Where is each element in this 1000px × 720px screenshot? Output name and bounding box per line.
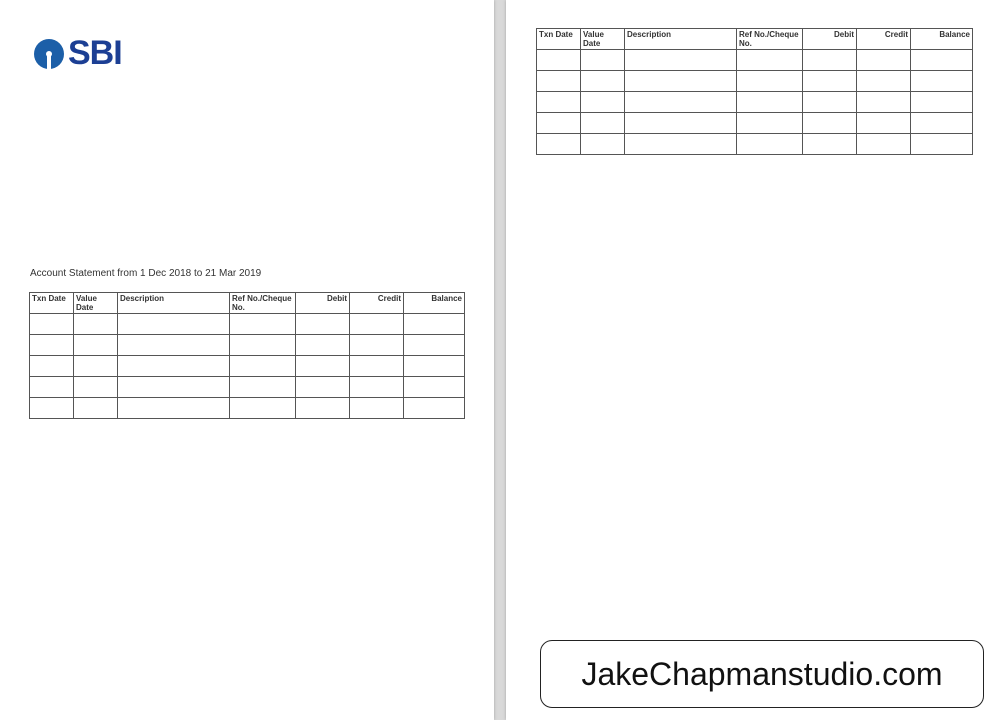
account-detail-separator xyxy=(116,136,126,147)
col-value-date: Value Date xyxy=(581,29,625,50)
cell-ref-no xyxy=(737,113,803,134)
account-detail-label xyxy=(30,182,116,193)
account-detail-value xyxy=(126,193,460,204)
cell-ref-no xyxy=(230,377,296,398)
cell-balance xyxy=(911,50,973,71)
cell-description xyxy=(625,92,737,113)
account-detail-label xyxy=(30,193,116,204)
cell-txn-date xyxy=(537,134,581,155)
cell-description xyxy=(625,134,737,155)
table-row xyxy=(30,314,465,335)
account-detail-separator xyxy=(116,148,126,159)
cell-ref-no xyxy=(737,71,803,92)
table-row xyxy=(537,113,973,134)
account-detail-separator xyxy=(116,216,126,227)
account-detail-label xyxy=(30,227,116,238)
cell-txn-date xyxy=(30,356,74,377)
cell-balance xyxy=(404,398,465,419)
cell-txn-date xyxy=(537,50,581,71)
cell-value-date xyxy=(74,314,118,335)
account-detail-row xyxy=(30,193,460,204)
statement-title: Account Statement from 1 Dec 2018 to 21 Mar 2019 xyxy=(30,268,262,279)
account-detail-value xyxy=(126,103,460,114)
col-balance: Balance xyxy=(404,293,465,314)
account-detail-label xyxy=(30,216,116,227)
account-detail-label xyxy=(30,80,116,91)
account-detail-row xyxy=(30,170,460,181)
account-detail-row xyxy=(30,103,460,114)
statement-table-continued xyxy=(536,28,973,155)
cell-debit xyxy=(296,314,350,335)
cell-debit xyxy=(296,356,350,377)
cell-value-date xyxy=(74,356,118,377)
account-detail-label xyxy=(30,125,116,136)
table-row xyxy=(537,71,973,92)
account-detail-separator xyxy=(116,170,126,181)
cell-balance xyxy=(911,92,973,113)
account-detail-label xyxy=(30,114,116,125)
account-detail-separator xyxy=(116,182,126,193)
cell-balance xyxy=(911,134,973,155)
cell-value-date xyxy=(581,92,625,113)
table-row xyxy=(537,50,973,71)
statement-page-1 xyxy=(0,0,494,720)
account-detail-row xyxy=(30,91,460,102)
account-detail-value xyxy=(126,114,460,125)
table-row xyxy=(30,398,465,419)
account-detail-separator xyxy=(116,159,126,170)
table-header-row xyxy=(537,29,973,50)
cell-debit xyxy=(803,71,857,92)
cell-debit xyxy=(296,335,350,356)
cell-ref-no xyxy=(230,356,296,377)
cell-description xyxy=(118,356,230,377)
account-detail-label xyxy=(30,159,116,170)
account-detail-row xyxy=(30,80,460,91)
col-balance: Balance xyxy=(911,29,973,50)
account-detail-value xyxy=(126,204,460,215)
col-description: Description xyxy=(118,293,230,314)
table-header-row xyxy=(30,293,465,314)
account-detail-label xyxy=(30,136,116,147)
table-row xyxy=(30,335,465,356)
cell-value-date xyxy=(74,398,118,419)
cell-ref-no xyxy=(737,134,803,155)
cell-txn-date xyxy=(537,92,581,113)
account-detail-separator xyxy=(116,114,126,125)
table-row xyxy=(30,377,465,398)
cell-ref-no xyxy=(230,314,296,335)
cell-credit xyxy=(857,134,911,155)
cell-balance xyxy=(404,377,465,398)
account-detail-label xyxy=(30,170,116,181)
cell-credit xyxy=(857,113,911,134)
account-detail-value xyxy=(126,148,460,159)
col-debit: Debit xyxy=(296,293,350,314)
account-detail-separator xyxy=(116,193,126,204)
cell-txn-date xyxy=(30,314,74,335)
account-detail-label xyxy=(30,103,116,114)
cell-txn-date xyxy=(537,71,581,92)
cell-description xyxy=(118,398,230,419)
table-row xyxy=(537,134,973,155)
cell-debit xyxy=(803,50,857,71)
account-detail-value xyxy=(126,227,460,238)
cell-ref-no xyxy=(737,50,803,71)
cell-value-date xyxy=(581,134,625,155)
cell-value-date xyxy=(74,335,118,356)
account-detail-separator xyxy=(116,227,126,238)
cell-description xyxy=(118,377,230,398)
col-description: Description xyxy=(625,29,737,50)
cell-ref-no xyxy=(230,335,296,356)
col-txn-date: Txn Date xyxy=(30,293,74,314)
cell-description xyxy=(118,335,230,356)
cell-balance xyxy=(404,335,465,356)
account-detail-row xyxy=(30,114,460,125)
cell-credit xyxy=(350,398,404,419)
cell-ref-no xyxy=(737,92,803,113)
account-detail-separator xyxy=(116,204,126,215)
cell-debit xyxy=(296,398,350,419)
account-details xyxy=(30,80,460,238)
account-detail-value xyxy=(126,91,460,102)
cell-balance xyxy=(404,356,465,377)
cell-debit xyxy=(803,92,857,113)
col-credit: Credit xyxy=(350,293,404,314)
cell-description xyxy=(118,314,230,335)
cell-debit xyxy=(296,377,350,398)
cell-credit xyxy=(350,377,404,398)
account-detail-label xyxy=(30,91,116,102)
cell-credit xyxy=(350,314,404,335)
cell-txn-date xyxy=(30,377,74,398)
cell-balance xyxy=(404,314,465,335)
col-ref-no: Ref No./Cheque No. xyxy=(737,29,803,50)
cell-value-date xyxy=(581,113,625,134)
account-detail-separator xyxy=(116,80,126,91)
cell-description xyxy=(625,71,737,92)
cell-description xyxy=(625,113,737,134)
account-detail-value xyxy=(126,182,460,193)
account-detail-value xyxy=(126,159,460,170)
account-detail-row xyxy=(30,159,460,170)
bank-logo xyxy=(34,34,122,73)
account-detail-value xyxy=(126,216,460,227)
account-detail-row xyxy=(30,216,460,227)
account-detail-value xyxy=(126,125,460,136)
statement-page-2 xyxy=(506,0,1000,720)
account-detail-row xyxy=(30,227,460,238)
cell-credit xyxy=(857,92,911,113)
cell-credit xyxy=(857,50,911,71)
account-detail-separator xyxy=(116,91,126,102)
col-value-date: Value Date xyxy=(74,293,118,314)
col-debit: Debit xyxy=(803,29,857,50)
cell-txn-date xyxy=(537,113,581,134)
cell-txn-date xyxy=(30,398,74,419)
cell-debit xyxy=(803,134,857,155)
table-row xyxy=(30,356,465,377)
cell-balance xyxy=(911,71,973,92)
account-detail-row xyxy=(30,125,460,136)
account-detail-separator xyxy=(116,103,126,114)
account-detail-row xyxy=(30,136,460,147)
cell-value-date xyxy=(581,71,625,92)
cell-ref-no xyxy=(230,398,296,419)
cell-debit xyxy=(803,113,857,134)
sbi-logo-icon xyxy=(34,39,64,69)
bank-logo-text: SBI xyxy=(68,34,122,72)
statement-table xyxy=(29,292,465,419)
account-detail-separator xyxy=(116,125,126,136)
account-detail-value xyxy=(126,136,460,147)
table-row xyxy=(537,92,973,113)
account-detail-value xyxy=(126,80,460,91)
account-detail-value xyxy=(126,170,460,181)
cell-balance xyxy=(911,113,973,134)
col-credit: Credit xyxy=(857,29,911,50)
account-detail-label xyxy=(30,148,116,159)
cell-credit xyxy=(857,71,911,92)
cell-txn-date xyxy=(30,335,74,356)
col-ref-no: Ref No./Cheque No. xyxy=(230,293,296,314)
account-detail-label xyxy=(30,204,116,215)
cell-value-date xyxy=(74,377,118,398)
cell-value-date xyxy=(581,50,625,71)
account-detail-row xyxy=(30,182,460,193)
account-detail-row xyxy=(30,148,460,159)
cell-description xyxy=(625,50,737,71)
cell-credit xyxy=(350,335,404,356)
col-txn-date: Txn Date xyxy=(537,29,581,50)
account-detail-row xyxy=(30,204,460,215)
cell-credit xyxy=(350,356,404,377)
watermark-banner: JakeChapmanstudio.com xyxy=(540,640,984,708)
